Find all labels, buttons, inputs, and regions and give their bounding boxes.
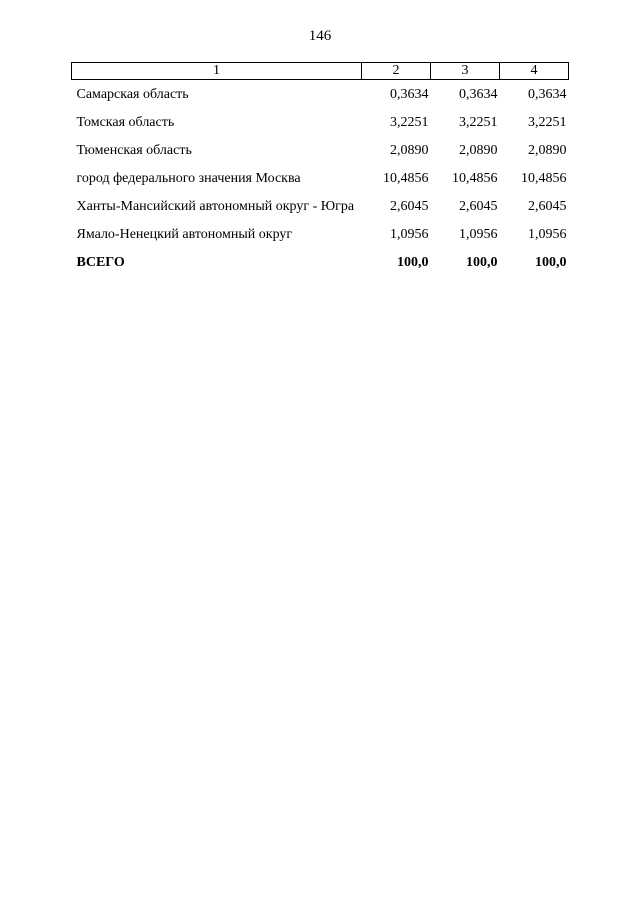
value-col-4: 3,2251 [528, 115, 567, 130]
region-name: Тюменская область [76, 143, 192, 158]
table-header-row [72, 63, 569, 80]
value-col-3: 3,2251 [459, 115, 498, 130]
table-row [72, 108, 569, 136]
value-col-2: 10,4856 [383, 171, 429, 186]
region-name: город федерального значения Москва [76, 171, 301, 186]
total-value-col-2: 100,0 [397, 255, 429, 270]
value-col-2: 2,0890 [390, 143, 429, 158]
page-number: 146 [308, 28, 332, 44]
value-col-4: 0,3634 [528, 87, 567, 102]
value-col-4: 2,0890 [528, 143, 567, 158]
table-row [72, 220, 569, 248]
data-table [71, 62, 569, 276]
column-header-4: 4 [500, 63, 569, 80]
total-label: ВСЕГО [76, 255, 125, 270]
value-col-2: 3,2251 [390, 115, 429, 130]
table-row [72, 80, 569, 109]
region-name: Ханты-Мансийский автономный округ - Югра [76, 199, 355, 214]
region-name: Томская область [76, 115, 175, 130]
table-row [72, 192, 569, 220]
table-row [72, 164, 569, 192]
region-name: Ямало-Ненецкий автономный округ [76, 227, 293, 242]
value-col-4: 2,6045 [528, 199, 567, 214]
column-header-1: 1 [72, 63, 362, 80]
total-value-col-3: 100,0 [466, 255, 498, 270]
value-col-3: 2,0890 [459, 143, 498, 158]
region-name: Самарская область [76, 87, 189, 102]
value-col-3: 10,4856 [452, 171, 498, 186]
value-col-3: 0,3634 [459, 87, 498, 102]
column-header-2: 2 [362, 63, 431, 80]
value-col-4: 1,0956 [528, 227, 567, 242]
table-row [72, 136, 569, 164]
value-col-4: 10,4856 [521, 171, 567, 186]
value-col-3: 2,6045 [459, 199, 498, 214]
value-col-3: 1,0956 [459, 227, 498, 242]
total-value-col-4: 100,0 [535, 255, 567, 270]
column-header-3: 3 [431, 63, 500, 80]
total-row [72, 248, 569, 276]
value-col-2: 0,3634 [390, 87, 429, 102]
value-col-2: 1,0956 [390, 227, 429, 242]
value-col-2: 2,6045 [390, 199, 429, 214]
